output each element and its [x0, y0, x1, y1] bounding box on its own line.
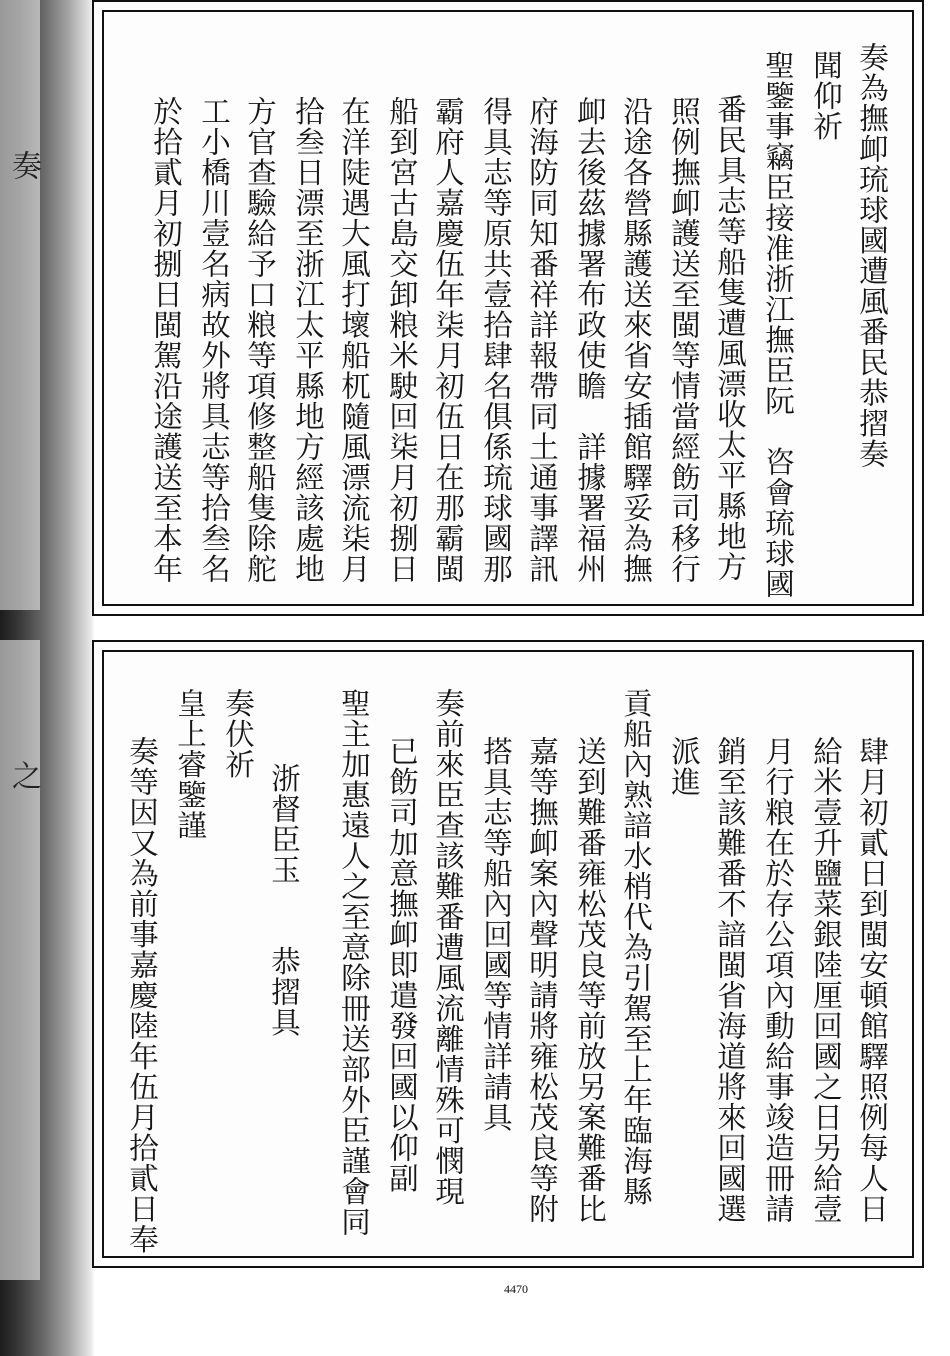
- text-column: 沿途各營縣護送來省安插館驛妥為撫: [619, 96, 653, 584]
- text-column: 方官查驗給予口粮等項修整船隻除舵: [243, 96, 277, 584]
- text-column: 月行粮在於存公項內動給事竣造冊請: [761, 736, 795, 1224]
- memorial-panel-bottom: [92, 640, 924, 1268]
- text-column: 拾叁日漂至浙江太平縣地方經該處地: [291, 96, 325, 584]
- text-column: 貢船內熟諳水梢代為引駕至上年臨海縣: [619, 688, 653, 1207]
- text-column: 給米壹升鹽菜銀陸厘回國之日另給壹: [809, 736, 843, 1224]
- text-column: 奏等因又為前事嘉慶陸年伍月拾貳日奉: [125, 736, 159, 1255]
- text-column: 於拾貳月初捌日閩駕沿途護送至本年: [149, 96, 183, 584]
- text-column: 奏為撫卹琉球國遭風番民恭摺奏: [855, 42, 889, 469]
- text-column: 送到難番雍松茂良等前放另案難番比: [573, 736, 607, 1224]
- memorial-panel-top: [92, 0, 924, 616]
- text-column: 聖主加惠遠人之至意除冊送部外臣謹會同: [337, 688, 371, 1237]
- adjacent-page-bottom: [0, 640, 40, 1280]
- text-column: 奏前來臣查該難番遭風流離情殊可憫現: [431, 688, 465, 1207]
- text-column: 嘉等撫卹案內聲明請將雍松茂良等附: [525, 736, 559, 1224]
- text-column: 搭具志等船內回國等情詳請具: [479, 736, 513, 1133]
- adjacent-page-top: [0, 0, 40, 610]
- text-column: 浙督臣玉 恭摺具: [267, 702, 301, 1038]
- text-column: 卹去後茲據署布政使瞻 詳據署福州: [573, 96, 607, 584]
- text-column: 霸府人嘉慶伍年柒月初伍日在那霸閩: [431, 96, 465, 584]
- text-column: 府海防同知番祥詳報帶同土通事譯訊: [525, 96, 559, 584]
- text-column: 船到宮古島交卸粮米駛回柒月初捌日: [385, 96, 419, 584]
- text-column: 照例撫卹護送至閩等情當經飭司移行: [667, 96, 701, 584]
- text-column: 皇上睿鑒謹: [173, 688, 207, 841]
- text-column: 在洋陡遇大風打壞船杌隨風漂流柒月: [337, 96, 371, 584]
- text-column: 得具志等原共壹拾肆名俱係琉球國那: [479, 96, 513, 584]
- text-column: 已飭司加意撫卹即遣發回國以仰副: [385, 736, 419, 1194]
- text-column: 派進: [667, 736, 701, 797]
- page-number: 4470: [504, 1282, 528, 1296]
- text-column: 聖鑒事竊臣接准浙江撫臣阮 咨會琉球國: [761, 50, 795, 599]
- text-column: 肆月初貳日到閩安頓館驛照例每人日: [855, 736, 889, 1224]
- adjacent-page-char: 之: [6, 760, 41, 790]
- text-column: 聞仰祈: [809, 50, 843, 142]
- text-column: 番民具志等船隻遭風漂收太平縣地方: [713, 94, 747, 582]
- text-column: 工小橋川壹名病故外將具志等拾叁名: [197, 96, 231, 584]
- text-column: 奏伏祈: [221, 688, 255, 780]
- text-column: 銷至該難番不諳閩省海道將來回國選: [713, 736, 747, 1224]
- adjacent-page-char: 奏: [6, 150, 41, 180]
